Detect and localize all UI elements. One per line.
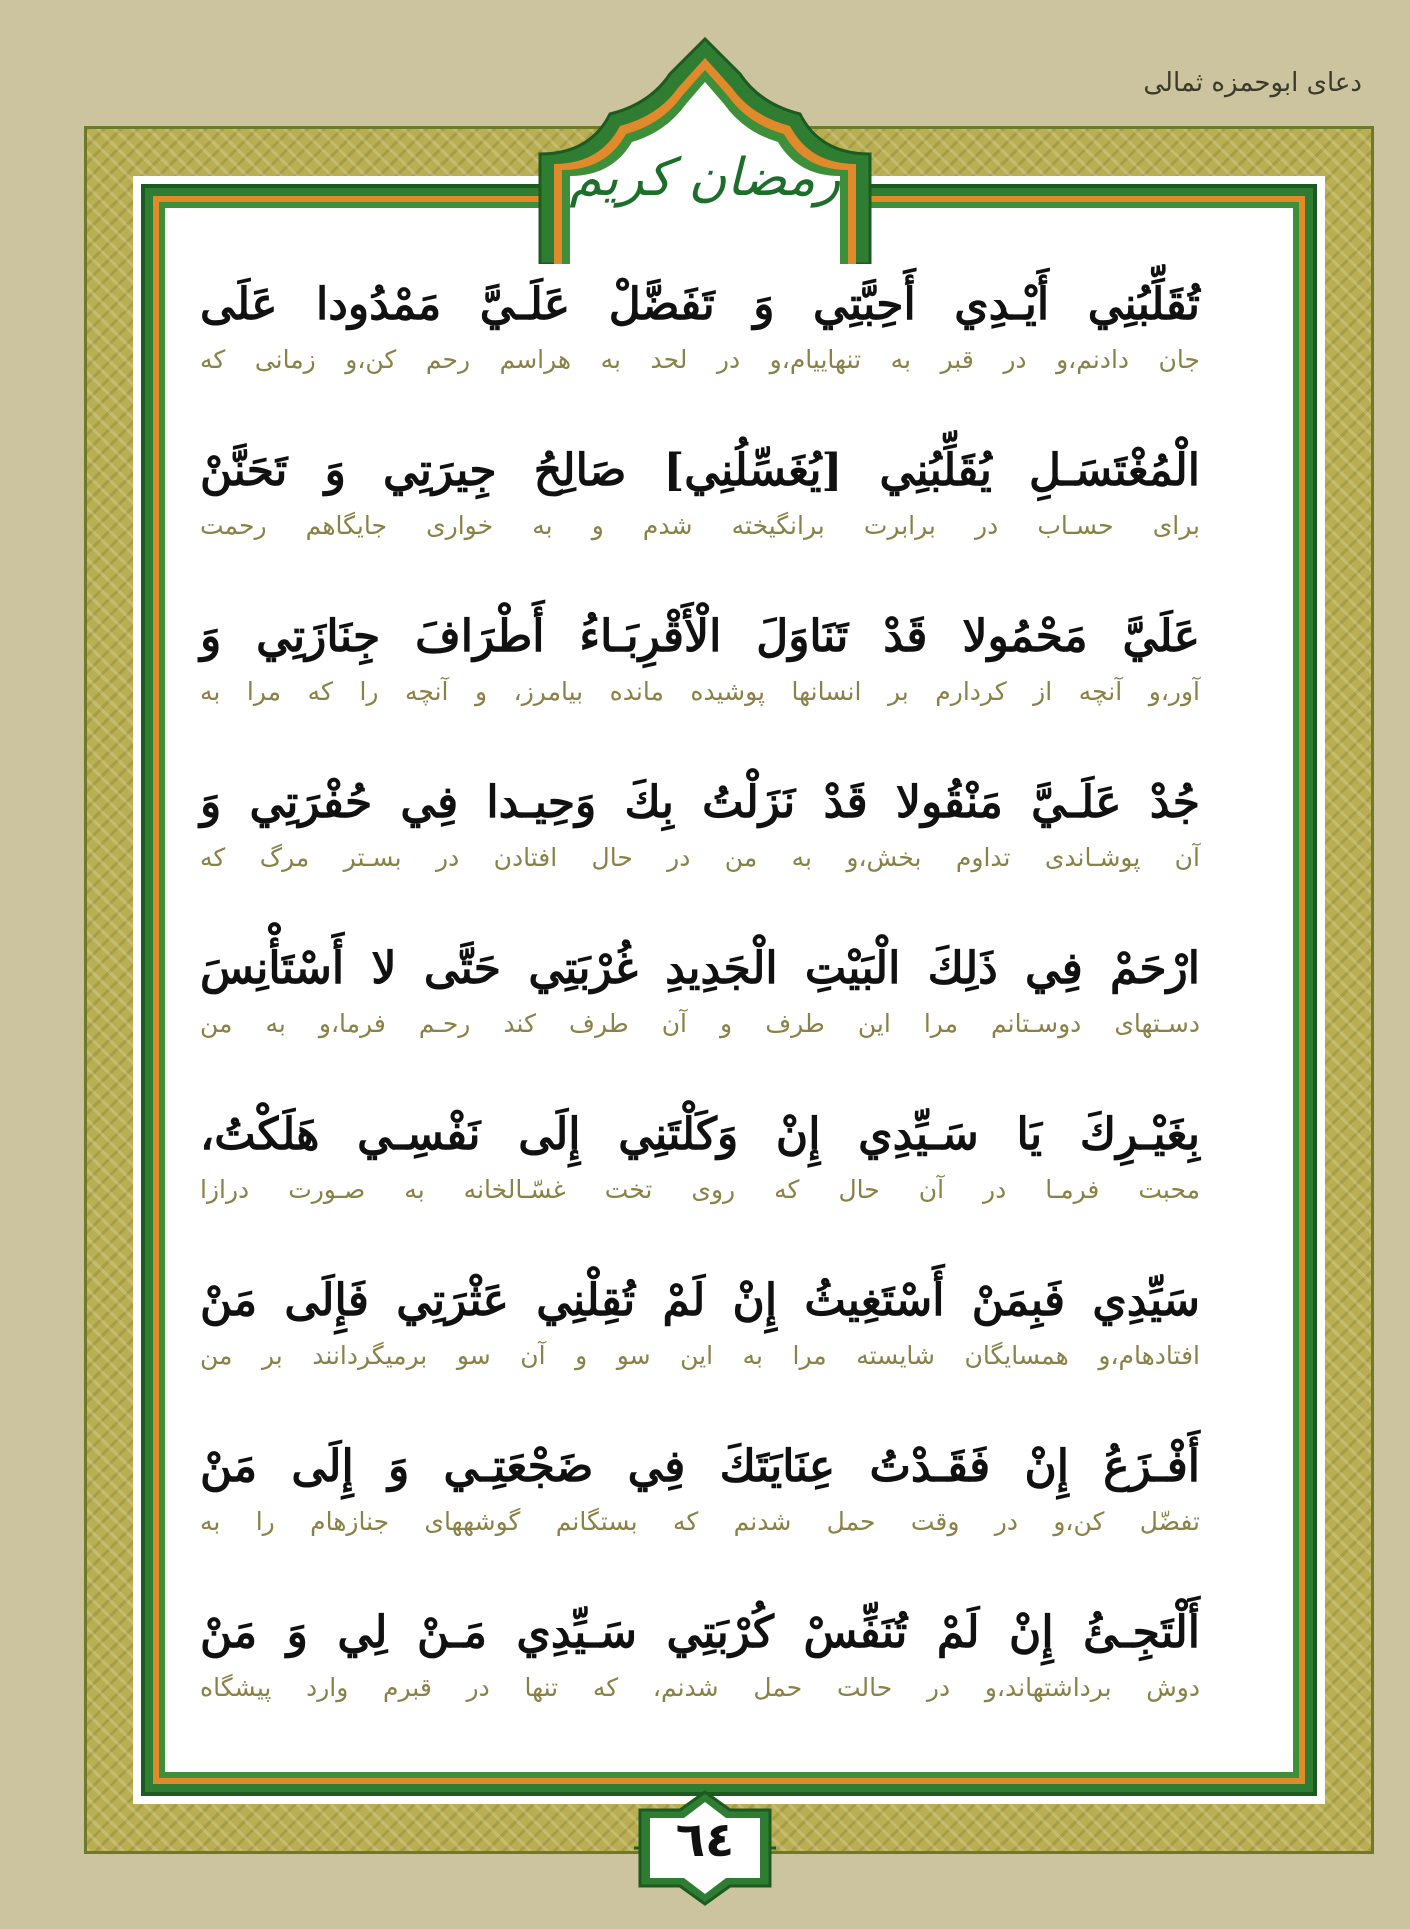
arabic-line: تُقَلِّبُنِي أَيْـدِي أَحِبَّتِي وَ تَفَضَّلْ عَلَـيَّ مَمْدُودا عَلَى (200, 279, 1200, 330)
arabic-line: أَلْتَجِـئُ إِنْ لَمْ تُنَفِّسْ كُرْبَتِي سَـيِّدِي مَـنْ لِي وَ مَنْ (200, 1607, 1200, 1658)
arabic-line: عَلَيَّ مَحْمُولا قَدْ تَنَاوَلَ الْأَقْرِبَـاءُ أَطْرَافَ جِنَازَتِي وَ (200, 611, 1200, 662)
persian-translation-line: آور،و آنچه از کردارم بر انسانها پوشیده مانده بیامرز، و آنچه را که مرا به (200, 677, 1200, 706)
arabic-line: أَفْـزَعُ إِنْ فَقَـدْتُ عِنَايَتَكَ فِي ضَجْعَتِـي وَ إِلَى مَنْ (200, 1441, 1200, 1492)
prayer-text (200, 272, 1200, 1766)
arabic-line: بِغَيْـرِكَ يَا سَـيِّدِي إِنْ وَكَلْتَنِي إِلَى نَفْسِـي هَلَكْتُ، (200, 1109, 1200, 1160)
persian-translation-line: دسـتهای دوسـتانم مرا این طرف و آن طرف کند رحـم فرما،و به من (200, 1009, 1200, 1038)
arabic-line: جُدْ عَلَـيَّ مَنْقُولا قَدْ نَزَلْتُ بِكَ وَحِيـدا فِي حُفْرَتِي وَ (200, 777, 1200, 828)
persian-translation-line: تفضّل کن،و در وقت حمل شدنم که بستگانم گوشههای جنازهام را به (200, 1507, 1200, 1536)
persian-translation-line: جان دادنم،و در قبر به تنهاییام،و در لحد به هراسم رحم کن،و زمانی که (200, 345, 1200, 374)
arabic-line: ارْحَمْ فِي ذَلِكَ الْبَيْتِ الْجَدِيدِ غُرْبَتِي حَتَّى لا أَسْتَأْنِسَ (200, 943, 1200, 994)
persian-translation-line: برای حسـاب در برابرت برانگیخته شدم و به خواری جایگاهم رحمت (200, 511, 1200, 540)
book-title: دعای ابوحمزه ثمالی (1143, 68, 1362, 98)
arabic-line: سَيِّدِي فَبِمَنْ أَسْتَغِيثُ إِنْ لَمْ تُقِلْنِي عَثْرَتِي فَإِلَى مَنْ (200, 1275, 1200, 1326)
persian-translation-line: افتادهام،و همسایگان شایسته مرا به این سو و آن سو برمیگردانند بر من (200, 1341, 1200, 1370)
ramadan-kareem-calligraphy: رمضان کریم (569, 148, 841, 208)
page-number: ٦٤ (675, 1812, 735, 1868)
arabic-line: الْمُغْتَسَـلِ يُقَلِّبُنِي [يُغَسِّلُنِي] صَالِحُ جِيرَتِي وَ تَحَنَّنْ (200, 445, 1200, 496)
persian-translation-line: آن پوشـاندی تداوم بخش،و به من در حال افتادن در بسـتر مرگ که (200, 843, 1200, 872)
persian-translation-line: محبت فرمـا در آن حال که روی تخت غسّـالخانه به صـورت درازا (200, 1175, 1200, 1204)
persian-translation-line: دوش برداشتهاند،و در حالت حمل شدنم، که تنها در قبرم وارد پیشگاه (200, 1673, 1200, 1702)
